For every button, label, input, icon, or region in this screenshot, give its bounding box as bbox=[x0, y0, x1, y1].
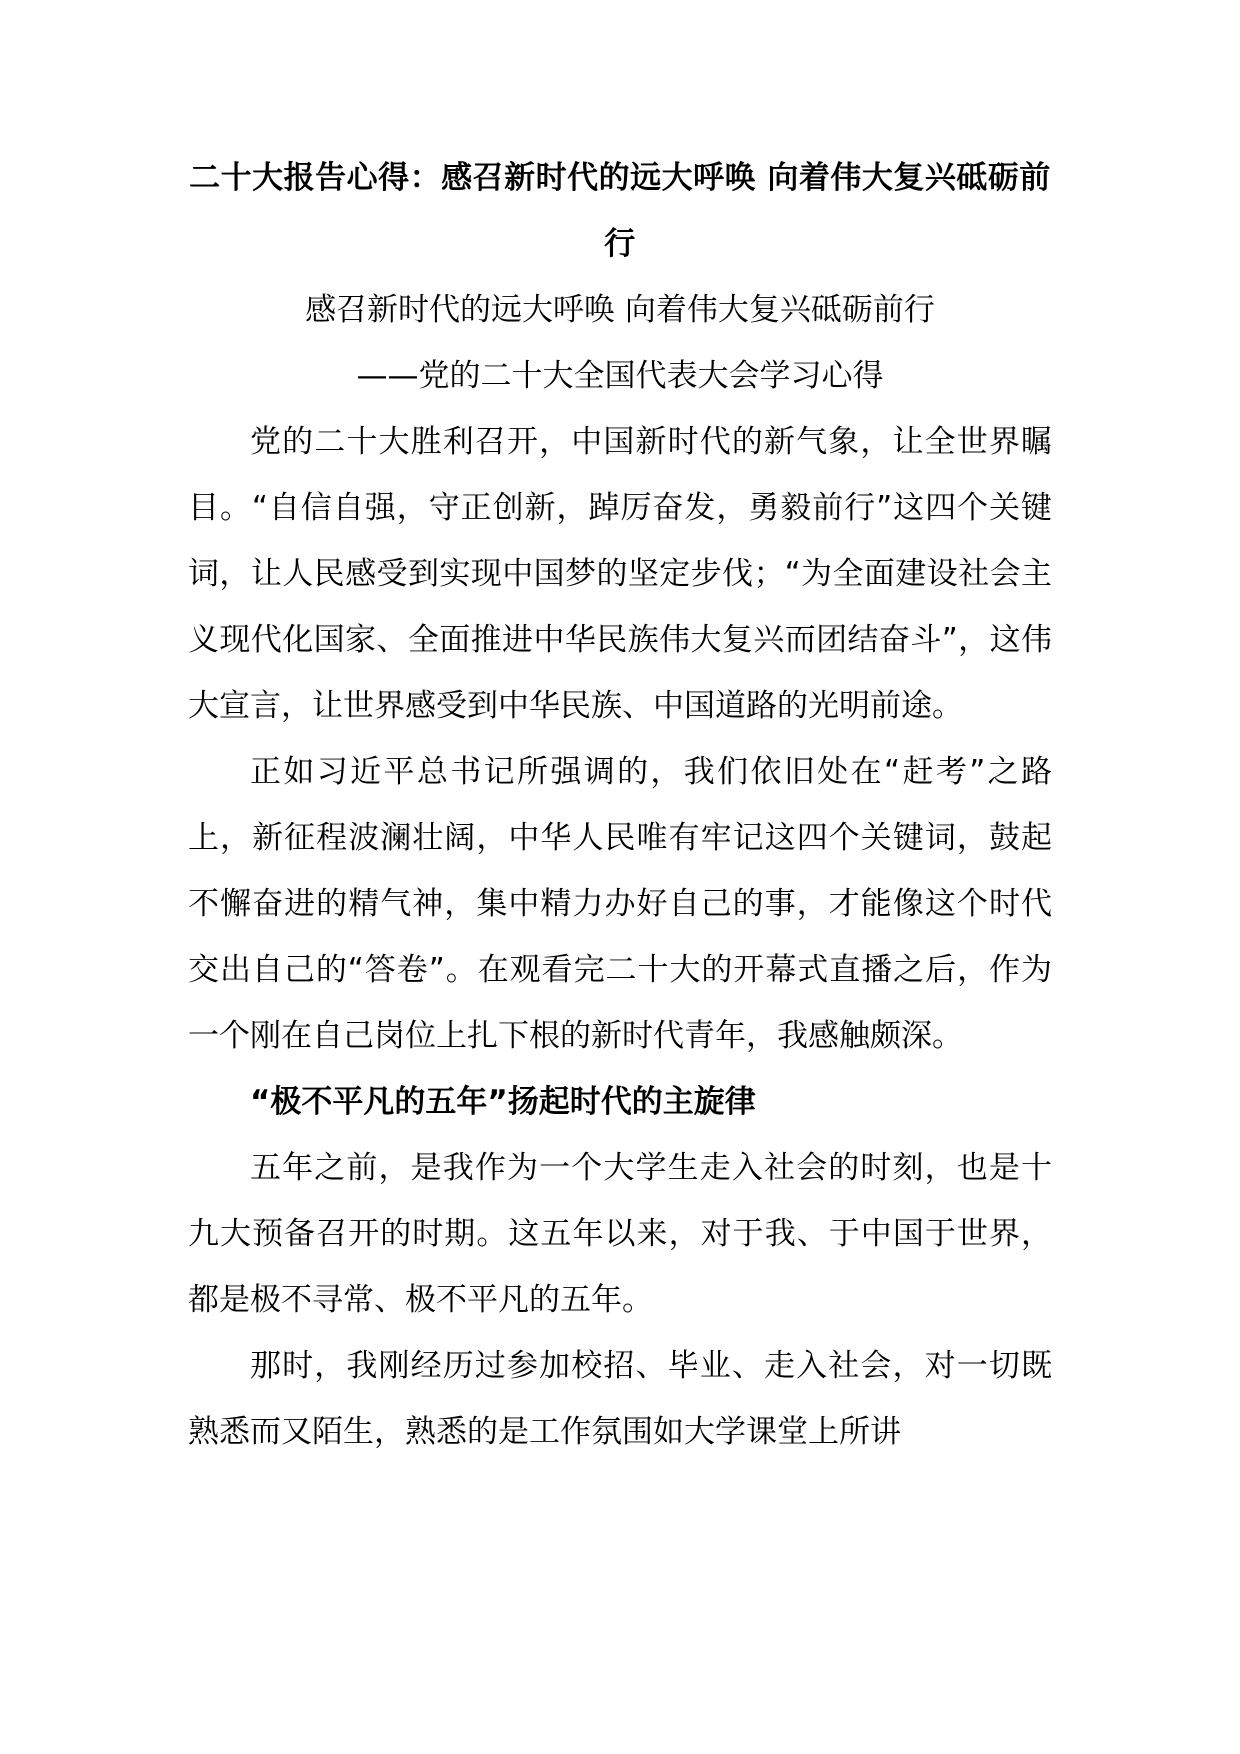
body-paragraph: 正如习近平总书记所强调的，我们依旧处在“赶考”之路上，新征程波澜壮阔，中华人民唯有牢记这四个关键词，鼓起不懈奋进的精气神，集中精力办好自己的事，才能像这个时代交出自己的“答卷”。在观看完二十大的开幕式直播之后，作为一个刚在自己岗位上扎下根的新时代青年，我感触颇深。 bbox=[188, 754, 1052, 1054]
section-heading: “极不平凡的五年”扬起时代的主旋律 bbox=[250, 1084, 756, 1120]
subtitle-sub: ——党的二十大全国代表大会学习心得 bbox=[356, 358, 884, 394]
body-paragraph: 五年之前，是我作为一个大学生走入社会的时刻，也是十九大预备召开的时期。这五年以来，对于我、于中国于世界，都是极不寻常、极不平凡的五年。 bbox=[188, 1150, 1052, 1318]
body-paragraph: 党的二十大胜利召开，中国新时代的新气象，让全世界瞩目。“自信自强，守正创新，踔厉奋发，勇毅前行”这四个关键词，让人民感受到实现中国梦的坚定步伐；“为全面建设社会主义现代化国家、全面推进中华民族伟大复兴而团结奋斗”，这伟大宣言，让世界感受到中华民族、中国道路的光明前途。 bbox=[188, 424, 1052, 724]
body-paragraph: 那时，我刚经历过参加校招、毕业、走入社会，对一切既熟悉而又陌生，熟悉的是工作氛围如大学课堂上所讲 bbox=[188, 1348, 1052, 1450]
document-body bbox=[188, 145, 1052, 1465]
document-title: 二十大报告心得：感召新时代的远大呼唤 向着伟大复兴砥砺前行 bbox=[189, 160, 1051, 262]
subtitle-main: 感召新时代的远大呼唤 向着伟大复兴砥砺前行 bbox=[305, 292, 935, 328]
